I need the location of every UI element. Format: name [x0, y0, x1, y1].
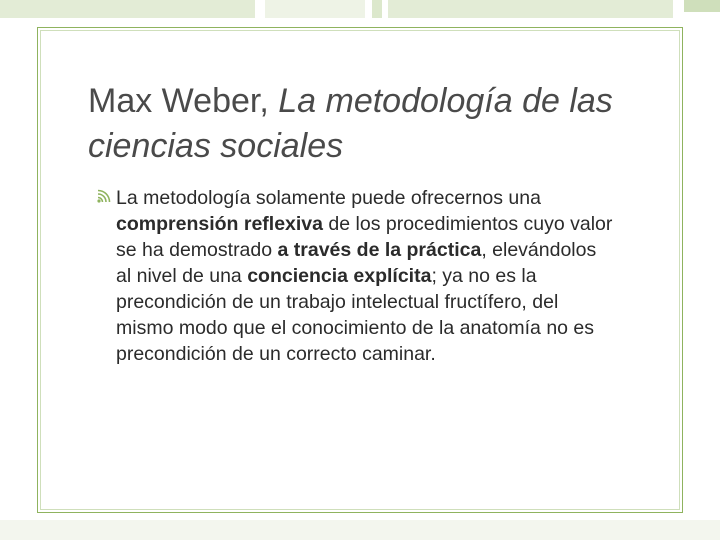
title-work: La metodología de las ciencias sociales	[88, 82, 613, 165]
emphasis-text: comprensión reflexiva	[116, 213, 323, 235]
paragraph-text: , elevándolos al nivel de una	[116, 239, 597, 287]
title-author: Max Weber,	[88, 82, 279, 120]
decorative-header-block	[684, 0, 720, 12]
decorative-header-block	[388, 0, 673, 18]
decorative-header-block	[372, 0, 382, 18]
emphasis-text: a través de la práctica	[277, 239, 482, 261]
paragraph-text: ; ya no es la precondición de un trabajo intelectual fructífero, del mismo modo que el conocimiento de la anatomía no es precondición de un correcto caminar.	[116, 265, 595, 365]
bullet-paragraph	[96, 185, 616, 367]
paragraph-text: de los procedimientos cuyo valor se ha demostrado	[116, 213, 613, 261]
decorative-header-block	[265, 0, 365, 18]
paragraph-text: La metodología solamente puede ofrecernos una	[116, 187, 541, 209]
decorative-header-block	[0, 0, 255, 18]
wifi-bullet-icon	[96, 188, 112, 204]
slide-body	[96, 185, 616, 367]
decorative-footer-block	[0, 520, 720, 540]
emphasis-text: conciencia explícita	[247, 265, 432, 287]
slide-title	[88, 79, 628, 169]
